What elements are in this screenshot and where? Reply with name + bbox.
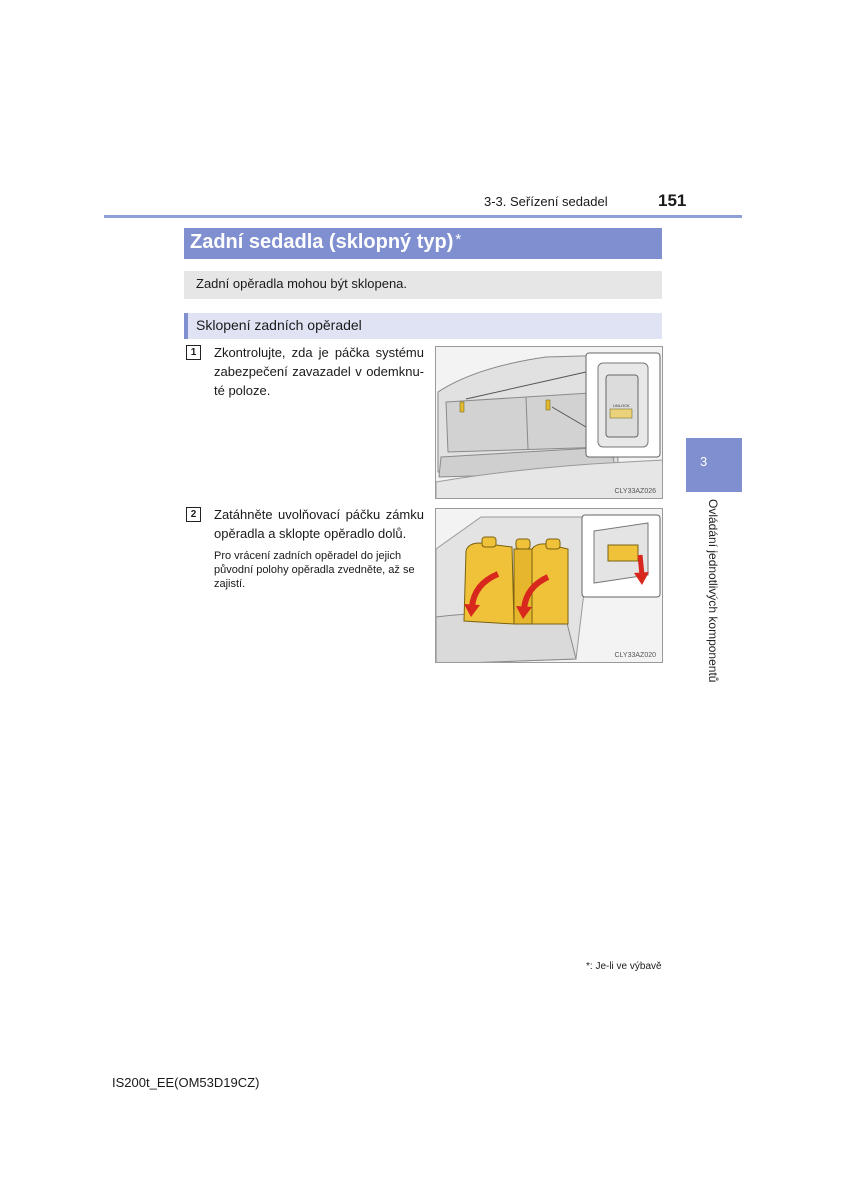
optional-marker: * — [455, 231, 462, 248]
seat-fold-illustration — [436, 509, 663, 663]
step-1-number: 1 — [186, 345, 201, 360]
section-title-bar — [184, 228, 662, 259]
footer-code: IS200t_EE(OM53D19CZ) — [112, 1075, 260, 1090]
subheading: Sklopení zadních opěradel — [196, 317, 362, 333]
step-2-text: Zatáhněte uvolňovací páčku zámku opěradla a sklopte opěradlo dolů. — [214, 507, 424, 541]
chapter-side-title: Ovládání jednotlivých komponentů — [706, 499, 720, 683]
footnote: *: Je-li ve výbavě — [586, 961, 662, 972]
figure-2-code: CLY33AZ020 — [614, 652, 656, 659]
header-rule — [104, 215, 742, 218]
figure-trunk-lock-lever — [435, 346, 663, 499]
step-2-note: Pro vrácení zadních opěradel do jejich původní polohy opěradla zvedněte, až se zajistí. — [214, 550, 415, 590]
chapter-number: 3 — [700, 454, 708, 469]
header-section-title: 3-3. Seřízení sedadel — [484, 194, 608, 209]
unlock-label: UNLOCK — [613, 403, 630, 408]
step-2-number: 2 — [186, 507, 201, 522]
intro-box — [184, 271, 662, 299]
subheading-bar — [184, 313, 662, 339]
page-number: 151 — [658, 191, 687, 210]
figure-seat-fold — [435, 508, 663, 663]
step-1-text: Zkontrolujte, zda je páčka systému zabezpečení zavazadel v odemknu- té poloze. — [214, 345, 424, 398]
figure-1-code: CLY33AZ026 — [614, 488, 656, 495]
unlock-label-layer — [436, 347, 663, 499]
section-title: Zadní sedadla (sklopný typ) — [190, 231, 454, 253]
intro-text: Zadní opěradla mohou být sklopena. — [196, 276, 408, 291]
chapter-tab — [686, 438, 742, 492]
